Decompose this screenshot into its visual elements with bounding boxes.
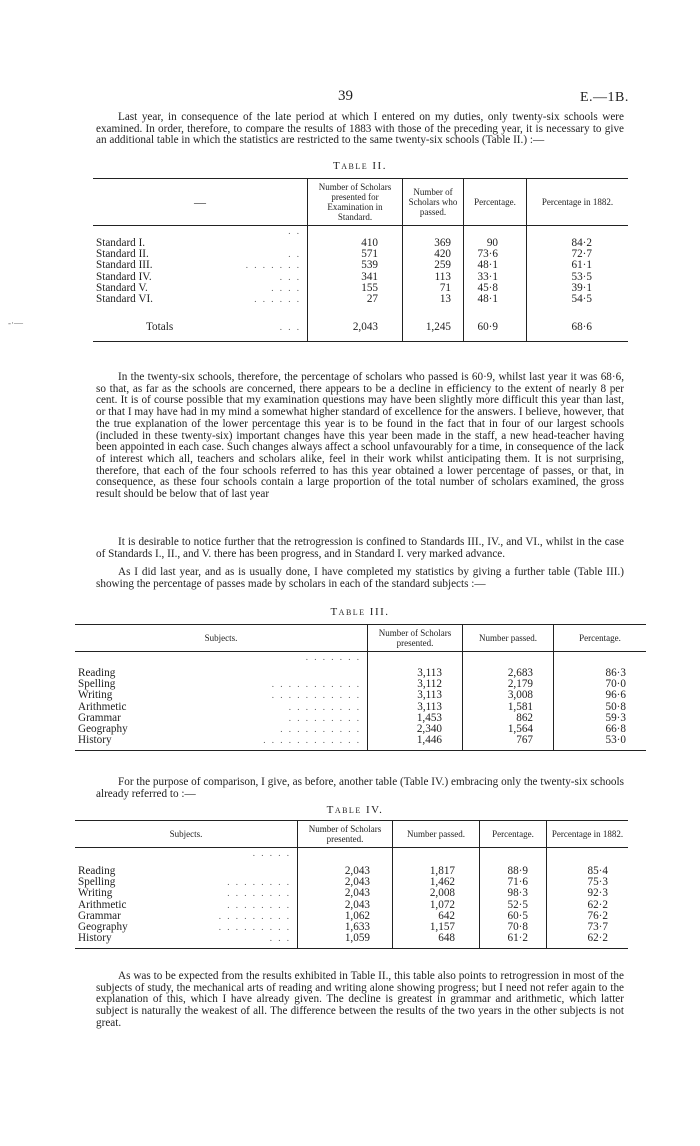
table3-row-2-label: Spelling xyxy=(78,678,116,691)
table2-percentage-1882: 84·2 xyxy=(527,226,629,250)
table3-presented: 3,113 xyxy=(368,652,463,680)
table4-row-1-leader-dots: . . . . . xyxy=(252,848,291,858)
table3-row-7-label-cell xyxy=(75,735,368,751)
table2-totals-passed: 1,245 xyxy=(403,322,464,342)
table4-percentage: 88·9 xyxy=(480,848,547,878)
table3-header-subjects: Subjects. xyxy=(75,625,368,652)
table4-row-7-label: History xyxy=(78,932,112,945)
table-row xyxy=(75,652,646,680)
table3-header-presented: Number of Scholars presented. xyxy=(368,625,463,652)
table2-totals-label: Totals xyxy=(146,321,174,334)
table2-row-1-label-cell xyxy=(93,226,308,250)
table2-percentage-1882: 72·7 xyxy=(527,249,629,260)
table-row xyxy=(75,713,646,724)
table4-header-passed: Number passed. xyxy=(393,821,480,848)
table3-passed: 1,581 xyxy=(463,702,554,713)
table2-passed: 13 xyxy=(403,294,464,322)
table4-percentage-1882: 73·7 xyxy=(547,922,629,933)
paragraph-conclusion: As was to be expected from the results exhibited in Table II., this table also points to retrogression in most of the subjects of study, the mechanical arts of reading and writing alone showing progress; but I need not refer again to the explanation of this, which I have already given. The decline is greatest in grammar and arithmetic, which latter subject is naturally the weakest of all. The difference between the results of the two years in the other subjects is not great. xyxy=(96,970,624,1029)
table2-percentage: 48·1 xyxy=(464,294,527,322)
table2-percentage: 73·6 xyxy=(464,249,527,260)
paragraph-table3-intro: As I did last year, and as is usually done, I have completed my statistics by giving a further table (Table III.) showing the percentage of passes made by scholars in each of the standard subjects :— xyxy=(96,566,624,590)
table-row xyxy=(75,679,646,690)
table3-row-2-leader-dots: . . . . . . . . . . . xyxy=(271,679,361,690)
table2-totals-leader-dots: . . . xyxy=(279,322,301,333)
table4-row-2-leader-dots: . . . . . . . . xyxy=(227,877,291,888)
table-row xyxy=(75,702,646,713)
table4-percentage-1882: 92·3 xyxy=(547,888,629,899)
table4-percentage-1882: 62·2 xyxy=(547,900,629,911)
table4 xyxy=(75,820,628,949)
paragraph-intro: Last year, in consequence of the late period at which I entered on my duties, only twenty-six schools were examined. In order, therefore, to compare the results of 1883 with those of the preceding year, it is necessary to give an additional table in which the statistics are restricted to the same twenty-six schools (Table II.) :— xyxy=(96,111,624,147)
table3-percentage: 50·8 xyxy=(554,702,647,713)
table3-presented: 1,446 xyxy=(368,735,463,751)
table2-presented: 341 xyxy=(308,272,403,283)
table3-presented: 3,113 xyxy=(368,702,463,713)
table3-percentage: 96·6 xyxy=(554,690,647,701)
table2-presented: 571 xyxy=(308,249,403,260)
table4-header-subjects: Subjects. xyxy=(75,821,298,848)
table4-row-4-leader-dots: . . . . . . . . xyxy=(227,899,291,910)
table2-totals-percentage-1882: 68·6 xyxy=(527,322,629,342)
table2-percentage-1882: 54·5 xyxy=(527,294,629,322)
table2-percentage: 90 xyxy=(464,226,527,250)
document-code: E.—1B. xyxy=(580,90,629,105)
table2-passed: 369 xyxy=(403,226,464,250)
table3-row-1-label: Reading xyxy=(78,667,116,679)
table2-header-passed: Number of Scholars who passed. xyxy=(403,179,464,226)
table4-percentage: 60·5 xyxy=(480,911,547,922)
table4-passed: 1,462 xyxy=(393,877,480,888)
table3-caption: Table III. xyxy=(330,606,390,618)
margin-mark: -·— xyxy=(8,318,23,328)
table2-percentage-1882: 39·1 xyxy=(527,283,629,294)
table2-passed: 113 xyxy=(403,272,464,283)
table3-passed: 767 xyxy=(463,735,554,751)
table2-row-5-label: Standard V. xyxy=(96,281,148,294)
table4-percentage-1882: 76·2 xyxy=(547,911,629,922)
table-row xyxy=(93,283,628,294)
page-number: 39 xyxy=(338,88,353,104)
table4-passed: 2,008 xyxy=(393,888,480,899)
table3-presented: 2,340 xyxy=(368,724,463,735)
table4-row-7-label-cell xyxy=(75,933,298,949)
table2-percentage: 33·1 xyxy=(464,272,527,283)
table3-header-passed: Number passed. xyxy=(463,625,554,652)
paragraph-table4-intro: For the purpose of comparison, I give, as before, another table (Table IV.) embracing only the twenty-six schools already referred to :— xyxy=(96,776,624,800)
table4-row-5-label: Grammar xyxy=(78,909,121,922)
table3-row-6-label: Geography xyxy=(78,723,128,736)
table3-row-1-leader-dots: . . . . . . . xyxy=(305,652,361,662)
table3-row-7-leader-dots: . . . . . . . . . . . . xyxy=(263,735,361,746)
totals-row xyxy=(93,322,628,342)
table3-row-4-leader-dots: . . . . . . . . . xyxy=(288,701,361,712)
table2-totals-presented: 2,043 xyxy=(308,322,403,342)
table-row xyxy=(75,848,628,878)
table4-caption: Table IV. xyxy=(326,804,384,816)
table2-presented: 27 xyxy=(308,294,403,322)
table3-header-percentage: Percentage. xyxy=(554,625,647,652)
table4-row-2-label: Spelling xyxy=(78,876,116,889)
table4-percentage: 52·5 xyxy=(480,900,547,911)
table4-presented: 2,043 xyxy=(298,848,393,878)
table3-passed: 3,008 xyxy=(463,690,554,701)
table2-percentage: 48·1 xyxy=(464,260,527,271)
table4-row-1-label-cell xyxy=(75,848,298,878)
table-row xyxy=(93,226,628,250)
table-row xyxy=(75,724,646,735)
table4-percentage-1882: 75·3 xyxy=(547,877,629,888)
table4-passed: 1,817 xyxy=(393,848,480,878)
table2 xyxy=(93,178,628,342)
table2-header-percentage-1882: Percentage in 1882. xyxy=(527,179,629,226)
table-row xyxy=(93,294,628,322)
table4-passed: 1,072 xyxy=(393,900,480,911)
table2-header-blank: — xyxy=(93,179,308,226)
table2-row-4-label: Standard IV. xyxy=(96,270,152,283)
table2-totals-percentage: 60·9 xyxy=(464,322,527,342)
table-row xyxy=(93,260,628,271)
table3-presented: 3,113 xyxy=(368,690,463,701)
table3-row-3-label: Writing xyxy=(78,689,113,702)
table3-presented: 1,453 xyxy=(368,713,463,724)
table4-row-7-leader-dots: . . . xyxy=(269,933,291,944)
table3-passed: 862 xyxy=(463,713,554,724)
table4-passed: 642 xyxy=(393,911,480,922)
table2-passed: 71 xyxy=(403,283,464,294)
table3-row-4-label: Arithmetic xyxy=(78,700,127,713)
paragraph-analysis: In the twenty-six schools, therefore, the percentage of scholars who passed is 60·9, whilst last year it was 68·6, so that, as far as the schools are concerned, there appears to be a decline in efficiency to the extent of nearly 8 per cent. It is of course possible that my examination questions may have been slightly more difficult this year than last, or that I may have had in my mind a somewhat higher standard of excellence for the answers. I believe, however, that the true explanation of the lower percentage this year is to be found in the fact that in four of our largest schools (included in these twenty-six) important changes have this year been made in the staff, a new head-teacher having been appointed in each case. Such changes always affect a school unfavourably for a time, in consequence of the lack of interest which all, teachers and scholars alike, feel in their work whilst anticipating them. It is not surprising, therefore, that each of the four schools referred to has this year obtained a lower percentage of passes, or that, in consequence, as these four schools contain a large proportion of the total number of scholars examined, the gross result should be below that of last year xyxy=(96,371,624,501)
table3-row-6-leader-dots: . . . . . . . . . . xyxy=(280,724,361,735)
table4-percentage: 98·3 xyxy=(480,888,547,899)
table4-presented: 1,633 xyxy=(298,922,393,933)
table2-row-2-leader-dots: . . xyxy=(288,249,301,260)
table2-row-3-leader-dots: . . . . . . . xyxy=(245,260,301,271)
table4-percentage-1882: 85·4 xyxy=(547,848,629,878)
table4-row-5-leader-dots: . . . . . . . . . xyxy=(218,910,291,921)
table2-presented: 410 xyxy=(308,226,403,250)
table2-row-2-label: Standard II. xyxy=(96,248,149,261)
table3-row-2-label-cell xyxy=(75,679,368,690)
table-row xyxy=(75,888,628,899)
table3-row-3-leader-dots: . . . . . . . . . . . xyxy=(271,690,361,701)
table-row xyxy=(75,690,646,701)
table3-row-7-label: History xyxy=(78,734,112,747)
table-row xyxy=(75,735,646,751)
table3-passed: 2,179 xyxy=(463,679,554,690)
table2-row-4-leader-dots: . . . xyxy=(279,271,301,282)
table3-passed: 1,564 xyxy=(463,724,554,735)
table2-percentage-1882: 53·5 xyxy=(527,272,629,283)
table3-row-6-label-cell xyxy=(75,724,368,735)
table3-passed: 2,683 xyxy=(463,652,554,680)
table3-percentage: 70·0 xyxy=(554,679,647,690)
table2-row-1-label: Standard I. xyxy=(96,237,146,249)
table3-percentage: 66·8 xyxy=(554,724,647,735)
table4-row-3-leader-dots: . . . . . . . . xyxy=(227,888,291,899)
paragraph-retrogression: It is desirable to notice further that the retrogression is confined to Standards III., IV., and VI., whilst in the case of Standards I., II., and V. there has been progress, and in Standard I. very marked advance. xyxy=(96,536,624,560)
table2-row-1-leader-dots: . . xyxy=(288,226,301,236)
table2-row-6-leader-dots: . . . . . . xyxy=(254,294,301,305)
table4-row-6-leader-dots: . . . . . . . . . xyxy=(218,922,291,933)
table2-row-6-label-cell xyxy=(93,294,308,322)
table4-presented: 1,062 xyxy=(298,911,393,922)
table2-passed: 259 xyxy=(403,260,464,271)
table2-header-presented: Number of Scholars presented for Examination in Standard. xyxy=(308,179,403,226)
table4-header-percentage: Percentage. xyxy=(480,821,547,848)
table2-percentage: 45·8 xyxy=(464,283,527,294)
table3-percentage: 59·3 xyxy=(554,713,647,724)
table3 xyxy=(75,624,646,751)
table2-percentage-1882: 61·1 xyxy=(527,260,629,271)
table2-row-3-label: Standard III. xyxy=(96,259,153,272)
table3-percentage: 86·3 xyxy=(554,652,647,680)
table4-passed: 1,157 xyxy=(393,922,480,933)
table4-header-presented: Number of Scholars presented. xyxy=(298,821,393,848)
table4-presented: 1,059 xyxy=(298,933,393,949)
table3-row-5-label: Grammar xyxy=(78,711,121,724)
table4-percentage: 61·2 xyxy=(480,933,547,949)
table3-percentage: 53·0 xyxy=(554,735,647,751)
table2-presented: 155 xyxy=(308,283,403,294)
table3-row-1-label-cell xyxy=(75,652,368,680)
table2-row-6-label: Standard VI. xyxy=(96,293,153,306)
table3-row-5-leader-dots: . . . . . . . . . xyxy=(288,712,361,723)
table3-presented: 3,112 xyxy=(368,679,463,690)
table2-totals-label-cell xyxy=(93,322,308,342)
table4-row-1-label: Reading xyxy=(78,865,116,877)
table4-row-4-label: Arithmetic xyxy=(78,898,127,911)
table4-presented: 2,043 xyxy=(298,900,393,911)
table4-header-percentage-1882: Percentage in 1882. xyxy=(547,821,629,848)
table4-percentage: 71·6 xyxy=(480,877,547,888)
table4-row-6-label: Geography xyxy=(78,921,128,934)
table4-percentage: 70·8 xyxy=(480,922,547,933)
table4-presented: 2,043 xyxy=(298,888,393,899)
table2-presented: 539 xyxy=(308,260,403,271)
table-row xyxy=(75,933,628,949)
table4-percentage-1882: 62·2 xyxy=(547,933,629,949)
table4-row-3-label: Writing xyxy=(78,887,113,900)
table2-header-percentage: Percentage. xyxy=(464,179,527,226)
table2-caption: Table II. xyxy=(333,160,387,172)
table4-presented: 2,043 xyxy=(298,877,393,888)
table2-row-5-leader-dots: . . . . xyxy=(271,282,301,293)
table2-passed: 420 xyxy=(403,249,464,260)
table4-passed: 648 xyxy=(393,933,480,949)
